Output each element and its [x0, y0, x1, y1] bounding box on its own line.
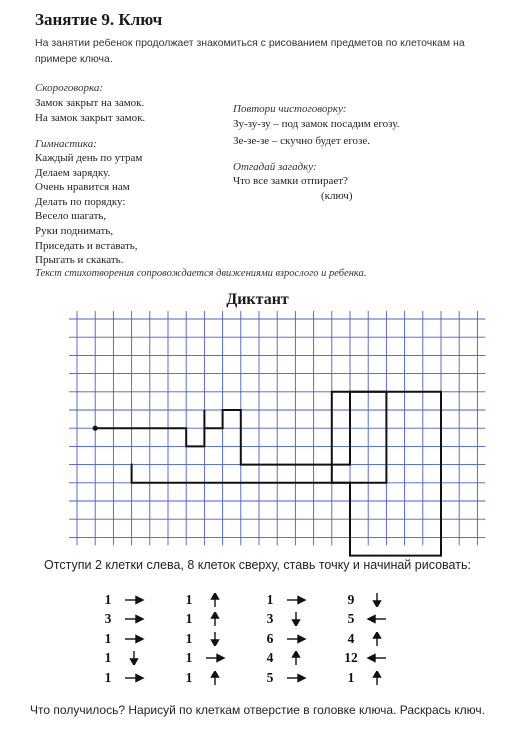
dictation-step [259, 610, 307, 630]
arrow-right-icon [285, 671, 307, 685]
gymnastics-line: Делаем зарядку. [35, 166, 111, 179]
arrow-down-icon [285, 612, 307, 626]
dictation-column [178, 590, 226, 688]
step-count: 1 [104, 650, 112, 666]
footer-text: Что получилось? Нарисуй по клеткам отверстие в головке ключа. Раскрась ключ. [30, 703, 485, 717]
intro-text: На занятии ребенок продолжает знакомиться с рисованием предметов по клеточкам на примере ключа. [35, 37, 465, 65]
dictation-step [340, 629, 388, 649]
start-dot [93, 426, 98, 431]
step-count: 1 [185, 669, 193, 685]
step-count: 4 [266, 650, 274, 666]
step-count: 5 [266, 669, 274, 685]
riddle-question: Что все замки отпирает? [233, 175, 348, 187]
step-count: 1 [104, 630, 112, 646]
arrow-up-icon [204, 593, 226, 607]
dictation-instruction: Отступи 2 клетки слева, 8 клеток сверху, ставь точку и начинай рисовать: [44, 558, 471, 572]
step-count: 1 [104, 669, 112, 685]
dictation-column [259, 590, 307, 688]
dictation-step [259, 590, 307, 610]
gymnastics-line: Весело шагать, [35, 210, 107, 223]
arrow-up-icon [366, 632, 388, 646]
arrow-up-icon [204, 671, 226, 685]
arrow-right-icon [204, 651, 226, 665]
step-count: 12 [344, 650, 358, 666]
gymnastics-line: Делать по порядку: [35, 195, 126, 208]
arrow-right-icon [123, 671, 145, 685]
step-count: 4 [347, 630, 355, 646]
arrow-down-icon [366, 593, 388, 607]
tongue-twister-line: На замок закрыт замок. [35, 111, 146, 124]
dictation-step [259, 649, 307, 669]
riddle-answer: (ключ) [321, 189, 353, 202]
arrow-right-icon [123, 612, 145, 626]
gymnastics-line: Очень нравится нам [35, 181, 130, 194]
arrow-down-icon [204, 632, 226, 646]
arrow-up-icon [366, 671, 388, 685]
gymnastics-label: Гимнастика: [35, 138, 97, 150]
arrow-up-icon [204, 612, 226, 626]
dictation-step [97, 629, 145, 649]
dictation-step [178, 668, 226, 688]
gymnastics-line: Каждый день по утрам [35, 152, 143, 164]
dictation-step [178, 610, 226, 630]
dictation-step [97, 590, 145, 610]
gymnastics-line: Приседать и вставать, [35, 239, 138, 252]
step-count: 6 [266, 630, 274, 646]
arrow-left-icon [366, 612, 388, 626]
step-count: 1 [347, 669, 355, 685]
key-outline [95, 392, 441, 556]
step-count: 3 [104, 611, 112, 627]
dictation-column [340, 590, 388, 688]
dictation-step [97, 649, 145, 669]
arrow-right-icon [123, 593, 145, 607]
arrow-right-icon [285, 593, 307, 607]
dictation-step [340, 668, 388, 688]
arrow-up-icon [285, 651, 307, 665]
repeat-line: Зе-зе-зе – скучно будет егозе. [233, 134, 371, 147]
step-count: 1 [104, 591, 112, 607]
gymnastics-line: Прыгать и скакать. [35, 254, 124, 267]
dictation-column [97, 590, 145, 688]
step-count: 5 [347, 611, 355, 627]
dictation-step [97, 668, 145, 688]
step-count: 1 [185, 630, 193, 646]
arrow-right-icon [285, 632, 307, 646]
repeat-line: Зу-зу-зу – под замок посадим егозу. [233, 118, 400, 130]
dictation-title: Диктант [226, 291, 289, 308]
dictation-step [340, 649, 388, 669]
key-hole-outline [332, 392, 387, 483]
arrow-left-icon [366, 651, 388, 665]
step-count: 1 [185, 650, 193, 666]
tongue-twister-label: Скороговорка: [35, 82, 104, 94]
dictation-step [178, 590, 226, 610]
arrow-down-icon [123, 651, 145, 665]
step-count: 1 [185, 591, 193, 607]
step-count: 1 [266, 591, 274, 607]
repeat-label: Повтори чистоговорку: [233, 103, 347, 115]
arrow-right-icon [123, 632, 145, 646]
tongue-twister-line: Замок закрыт на замок. [35, 97, 145, 109]
dictation-step [259, 668, 307, 688]
gymnastics-line: Руки поднимать, [35, 224, 114, 237]
dictation-step [97, 610, 145, 630]
dictation-step [340, 590, 388, 610]
riddle-label: Отгадай загадку: [233, 161, 317, 173]
dictation-step [259, 629, 307, 649]
step-count: 9 [347, 591, 355, 607]
step-count: 3 [266, 611, 274, 627]
step-count: 1 [185, 611, 193, 627]
dictation-step [178, 649, 226, 669]
page-title: Занятие 9. Ключ [35, 10, 163, 29]
dictation-step [340, 610, 388, 630]
dictation-step [178, 629, 226, 649]
note-text: Текст стихотворения сопровождается движениями взрослого и ребенка. [35, 268, 367, 279]
